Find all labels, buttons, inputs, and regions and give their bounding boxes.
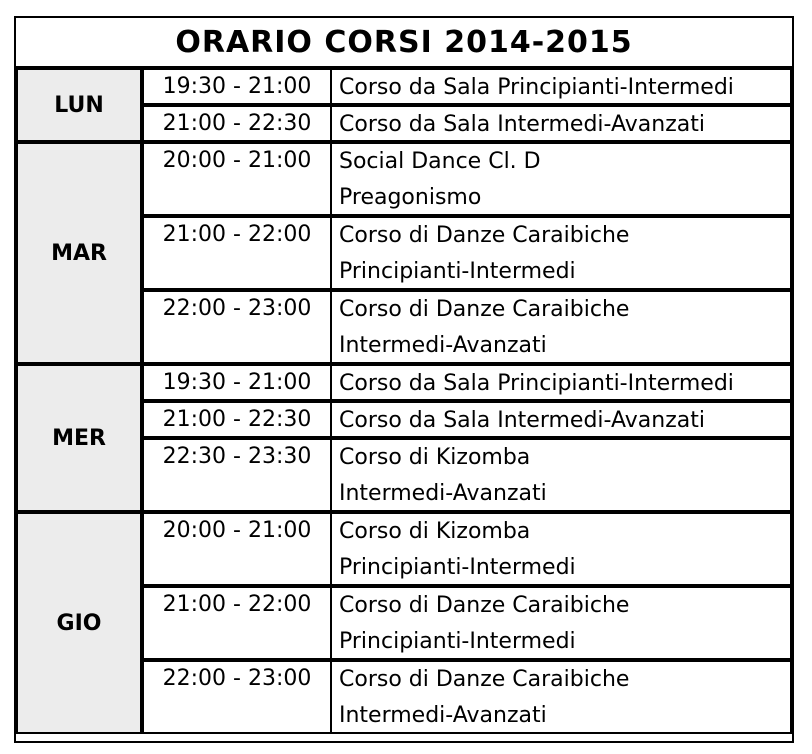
course-cell: [330, 105, 792, 142]
course-line: Corso da Sala Principianti-Intermedi: [339, 75, 734, 100]
time-cell: 20:00 - 21:00: [142, 512, 332, 586]
course-cell: [330, 290, 792, 364]
schedule-title: ORARIO CORSI 2014-2015: [175, 24, 633, 60]
course-line: Corso di Danze Caraibiche: [339, 297, 630, 322]
time-cell: 21:00 - 22:00: [142, 586, 332, 660]
course-line: Corso da Sala Intermedi-Avanzati: [339, 408, 705, 433]
time-cell: 21:00 - 22:00: [142, 216, 332, 290]
course-line: Corso da Sala Intermedi-Avanzati: [339, 112, 705, 137]
schedule-table: [14, 16, 794, 743]
title-row: [16, 18, 792, 68]
course-line: Principianti-Intermedi: [339, 555, 576, 580]
course-line: Corso di Danze Caraibiche: [339, 667, 630, 692]
course-line: Principianti-Intermedi: [339, 259, 576, 284]
course-line: Intermedi-Avanzati: [339, 703, 547, 728]
course-line: Corso di Danze Caraibiche: [339, 593, 630, 618]
time-cell: 21:00 - 22:30: [142, 105, 332, 142]
time-cell: 19:30 - 21:00: [142, 364, 332, 401]
course-line: Social Dance Cl. D: [339, 149, 541, 174]
course-line: Corso di Danze Caraibiche: [339, 223, 630, 248]
day-cell: GIO: [16, 512, 142, 734]
course-cell: [330, 438, 792, 512]
time-cell: 22:00 - 23:00: [142, 660, 332, 734]
course-cell: [330, 68, 792, 105]
course-cell: [330, 401, 792, 438]
day-cell: LUN: [16, 68, 142, 142]
course-line: Intermedi-Avanzati: [339, 333, 547, 358]
day-cell: MER: [16, 364, 142, 512]
course-line: Preagonismo: [339, 185, 482, 210]
course-line: Principianti-Intermedi: [339, 629, 576, 654]
course-cell: [330, 142, 792, 216]
course-cell: [330, 586, 792, 660]
day-cell: MAR: [16, 142, 142, 364]
course-cell: [330, 512, 792, 586]
time-cell: 20:00 - 21:00: [142, 142, 332, 216]
course-line: Corso di Kizomba: [339, 519, 531, 544]
course-line: Intermedi-Avanzati: [339, 481, 547, 506]
time-cell: 22:00 - 23:00: [142, 290, 332, 364]
course-line: Corso di Kizomba: [339, 445, 531, 470]
course-cell: [330, 216, 792, 290]
time-cell: 19:30 - 21:00: [142, 68, 332, 105]
course-line: Corso da Sala Principianti-Intermedi: [339, 371, 734, 396]
course-cell: [330, 660, 792, 734]
time-cell: 22:30 - 23:30: [142, 438, 332, 512]
course-cell: [330, 364, 792, 401]
time-cell: 21:00 - 22:30: [142, 401, 332, 438]
